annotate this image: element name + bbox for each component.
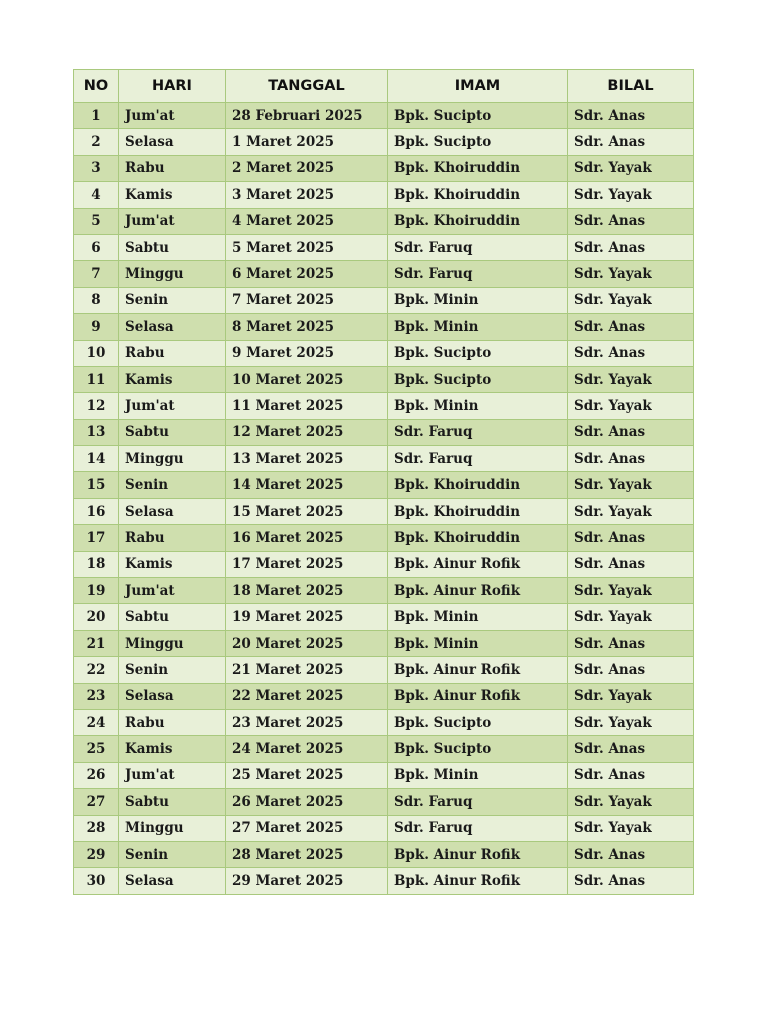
table-row [74,287,694,313]
cell-imam: Bpk. Minin [388,314,568,340]
cell-hari: Minggu [119,261,226,287]
cell-no: 15 [74,472,119,498]
cell-imam: Bpk. Khoiruddin [388,472,568,498]
cell-hari: Kamis [119,366,226,392]
cell-bilal: Sdr. Yayak [568,472,694,498]
cell-tanggal: 3 Maret 2025 [226,182,388,208]
cell-bilal: Sdr. Anas [568,340,694,366]
cell-imam: Bpk. Minin [388,762,568,788]
cell-tanggal: 26 Maret 2025 [226,789,388,815]
cell-no: 27 [74,789,119,815]
cell-bilal: Sdr. Anas [568,525,694,551]
cell-hari: Sabtu [119,234,226,260]
cell-imam: Bpk. Ainur Rofik [388,841,568,867]
table-row [74,762,694,788]
cell-no: 10 [74,340,119,366]
cell-imam: Bpk. Sucipto [388,129,568,155]
cell-bilal: Sdr. Anas [568,630,694,656]
cell-hari: Selasa [119,683,226,709]
cell-bilal: Sdr. Yayak [568,366,694,392]
table-row [74,551,694,577]
cell-hari: Selasa [119,129,226,155]
cell-imam: Bpk. Sucipto [388,366,568,392]
cell-no: 22 [74,657,119,683]
cell-imam: Bpk. Ainur Rofik [388,578,568,604]
cell-hari: Minggu [119,446,226,472]
table-row [74,340,694,366]
cell-imam: Bpk. Khoiruddin [388,155,568,181]
cell-tanggal: 15 Maret 2025 [226,498,388,524]
cell-no: 24 [74,709,119,735]
cell-bilal: Sdr. Anas [568,551,694,577]
cell-no: 8 [74,287,119,313]
cell-tanggal: 28 Maret 2025 [226,841,388,867]
cell-tanggal: 28 Februari 2025 [226,103,388,129]
cell-imam: Bpk. Ainur Rofik [388,868,568,894]
cell-no: 17 [74,525,119,551]
cell-no: 11 [74,366,119,392]
cell-imam: Bpk. Khoiruddin [388,208,568,234]
cell-no: 20 [74,604,119,630]
cell-bilal: Sdr. Anas [568,762,694,788]
cell-tanggal: 25 Maret 2025 [226,762,388,788]
header-row [74,70,694,103]
cell-bilal: Sdr. Anas [568,657,694,683]
header-hari: HARI [119,70,226,103]
cell-imam: Sdr. Faruq [388,419,568,445]
cell-tanggal: 12 Maret 2025 [226,419,388,445]
cell-imam: Bpk. Sucipto [388,736,568,762]
cell-bilal: Sdr. Anas [568,208,694,234]
cell-tanggal: 16 Maret 2025 [226,525,388,551]
imam-bilal-schedule-table [73,69,694,895]
cell-no: 19 [74,578,119,604]
cell-hari: Senin [119,472,226,498]
cell-hari: Jum'at [119,103,226,129]
cell-imam: Bpk. Ainur Rofik [388,551,568,577]
cell-bilal: Sdr. Anas [568,841,694,867]
table-row [74,314,694,340]
cell-imam: Sdr. Faruq [388,789,568,815]
cell-hari: Rabu [119,155,226,181]
cell-imam: Sdr. Faruq [388,261,568,287]
cell-tanggal: 21 Maret 2025 [226,657,388,683]
cell-no: 1 [74,103,119,129]
cell-bilal: Sdr. Anas [568,736,694,762]
cell-no: 13 [74,419,119,445]
table-row [74,129,694,155]
cell-no: 12 [74,393,119,419]
cell-hari: Kamis [119,182,226,208]
cell-no: 29 [74,841,119,867]
table-row [74,446,694,472]
cell-hari: Selasa [119,498,226,524]
cell-imam: Bpk. Sucipto [388,103,568,129]
cell-imam: Bpk. Khoiruddin [388,525,568,551]
cell-bilal: Sdr. Anas [568,446,694,472]
cell-no: 5 [74,208,119,234]
cell-no: 4 [74,182,119,208]
cell-hari: Rabu [119,709,226,735]
cell-no: 9 [74,314,119,340]
cell-tanggal: 27 Maret 2025 [226,815,388,841]
cell-bilal: Sdr. Anas [568,129,694,155]
table-row [74,578,694,604]
table-row [74,604,694,630]
cell-tanggal: 13 Maret 2025 [226,446,388,472]
cell-imam: Bpk. Minin [388,287,568,313]
cell-tanggal: 22 Maret 2025 [226,683,388,709]
cell-hari: Jum'at [119,578,226,604]
cell-hari: Sabtu [119,419,226,445]
cell-tanggal: 19 Maret 2025 [226,604,388,630]
cell-tanggal: 4 Maret 2025 [226,208,388,234]
table-row [74,366,694,392]
cell-tanggal: 2 Maret 2025 [226,155,388,181]
cell-no: 16 [74,498,119,524]
table-header [74,70,694,103]
cell-hari: Jum'at [119,393,226,419]
table-row [74,234,694,260]
table-row [74,630,694,656]
cell-imam: Bpk. Minin [388,604,568,630]
cell-tanggal: 6 Maret 2025 [226,261,388,287]
cell-hari: Minggu [119,815,226,841]
cell-hari: Jum'at [119,762,226,788]
cell-tanggal: 8 Maret 2025 [226,314,388,340]
cell-no: 18 [74,551,119,577]
table-row [74,841,694,867]
cell-tanggal: 1 Maret 2025 [226,129,388,155]
cell-no: 6 [74,234,119,260]
cell-hari: Sabtu [119,604,226,630]
cell-bilal: Sdr. Anas [568,314,694,340]
cell-bilal: Sdr. Yayak [568,155,694,181]
cell-tanggal: 9 Maret 2025 [226,340,388,366]
table-row [74,498,694,524]
table-row [74,393,694,419]
cell-hari: Minggu [119,630,226,656]
cell-bilal: Sdr. Yayak [568,604,694,630]
cell-imam: Bpk. Sucipto [388,709,568,735]
cell-tanggal: 24 Maret 2025 [226,736,388,762]
cell-tanggal: 20 Maret 2025 [226,630,388,656]
table-row [74,709,694,735]
cell-hari: Sabtu [119,789,226,815]
cell-imam: Sdr. Faruq [388,234,568,260]
cell-no: 25 [74,736,119,762]
cell-hari: Selasa [119,868,226,894]
table-row [74,736,694,762]
table-row [74,208,694,234]
cell-bilal: Sdr. Yayak [568,287,694,313]
cell-tanggal: 11 Maret 2025 [226,393,388,419]
cell-bilal: Sdr. Yayak [568,393,694,419]
table-row [74,657,694,683]
cell-bilal: Sdr. Yayak [568,261,694,287]
cell-tanggal: 17 Maret 2025 [226,551,388,577]
cell-imam: Bpk. Minin [388,393,568,419]
cell-hari: Kamis [119,736,226,762]
cell-hari: Senin [119,841,226,867]
cell-bilal: Sdr. Yayak [568,578,694,604]
cell-no: 3 [74,155,119,181]
header-tanggal: TANGGAL [226,70,388,103]
cell-no: 23 [74,683,119,709]
cell-no: 30 [74,868,119,894]
table-row [74,789,694,815]
cell-imam: Bpk. Khoiruddin [388,182,568,208]
cell-bilal: Sdr. Yayak [568,789,694,815]
cell-imam: Sdr. Faruq [388,815,568,841]
cell-bilal: Sdr. Yayak [568,498,694,524]
header-bilal: BILAL [568,70,694,103]
cell-hari: Jum'at [119,208,226,234]
cell-imam: Bpk. Ainur Rofik [388,683,568,709]
cell-hari: Rabu [119,525,226,551]
cell-imam: Bpk. Sucipto [388,340,568,366]
cell-no: 21 [74,630,119,656]
table-row [74,103,694,129]
table-row [74,419,694,445]
cell-no: 28 [74,815,119,841]
cell-hari: Senin [119,657,226,683]
cell-hari: Selasa [119,314,226,340]
cell-tanggal: 18 Maret 2025 [226,578,388,604]
table-row [74,683,694,709]
cell-bilal: Sdr. Anas [568,868,694,894]
cell-bilal: Sdr. Yayak [568,182,694,208]
cell-tanggal: 14 Maret 2025 [226,472,388,498]
table-row [74,261,694,287]
cell-bilal: Sdr. Anas [568,103,694,129]
table-row [74,182,694,208]
table-row [74,155,694,181]
table-row [74,472,694,498]
cell-imam: Bpk. Ainur Rofik [388,657,568,683]
cell-imam: Sdr. Faruq [388,446,568,472]
cell-tanggal: 10 Maret 2025 [226,366,388,392]
header-imam: IMAM [388,70,568,103]
cell-imam: Bpk. Khoiruddin [388,498,568,524]
cell-imam: Bpk. Minin [388,630,568,656]
cell-no: 7 [74,261,119,287]
cell-hari: Rabu [119,340,226,366]
cell-hari: Kamis [119,551,226,577]
cell-no: 14 [74,446,119,472]
cell-tanggal: 7 Maret 2025 [226,287,388,313]
table-row [74,815,694,841]
cell-tanggal: 23 Maret 2025 [226,709,388,735]
cell-no: 26 [74,762,119,788]
header-no: NO [74,70,119,103]
table-row [74,868,694,894]
table-row [74,525,694,551]
table-body [74,103,694,895]
cell-tanggal: 5 Maret 2025 [226,234,388,260]
cell-bilal: Sdr. Yayak [568,815,694,841]
cell-bilal: Sdr. Yayak [568,709,694,735]
cell-hari: Senin [119,287,226,313]
cell-no: 2 [74,129,119,155]
cell-bilal: Sdr. Yayak [568,683,694,709]
cell-tanggal: 29 Maret 2025 [226,868,388,894]
cell-bilal: Sdr. Anas [568,419,694,445]
cell-bilal: Sdr. Anas [568,234,694,260]
